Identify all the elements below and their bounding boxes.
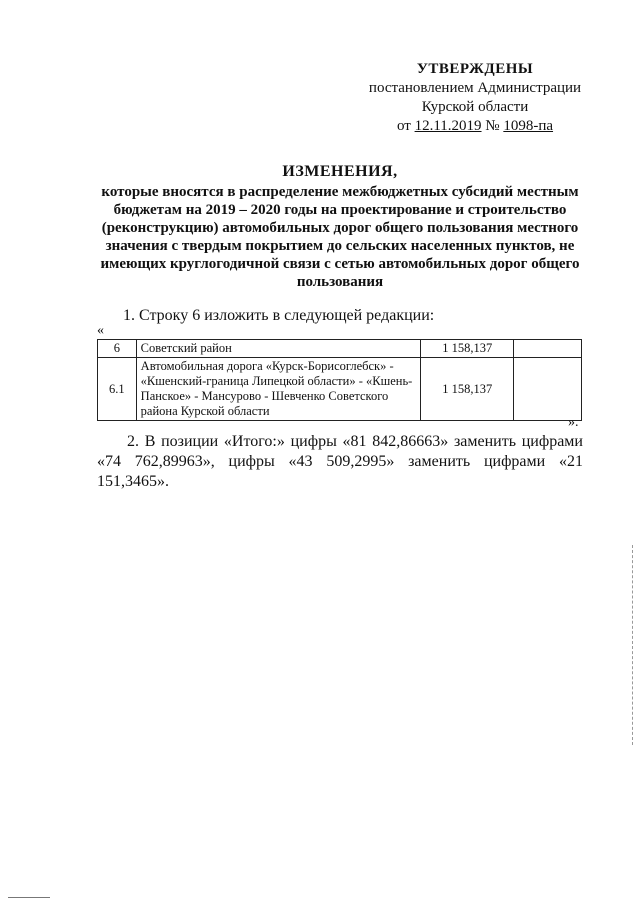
row-amount: 1 158,137 — [421, 358, 514, 421]
approval-line-1: постановлением Администрации — [368, 80, 582, 96]
document-title: ИЗМЕНЕНИЯ, — [282, 163, 398, 180]
row-name: Советский район — [136, 340, 421, 358]
open-quote: « — [97, 323, 104, 338]
approval-number: 1098-па — [503, 118, 554, 134]
row-amount: 1 158,137 — [421, 340, 514, 358]
approval-date-line — [360, 117, 590, 136]
number-sign: № — [485, 118, 500, 134]
close-quote: ». — [568, 415, 579, 430]
approval-line-2: Курской области — [421, 99, 529, 115]
row-extra — [514, 358, 582, 421]
footer-rule — [8, 897, 50, 898]
date-prefix: от — [396, 118, 411, 134]
paragraph-1: 1. Строку 6 изложить в следующей редакции: — [123, 307, 435, 324]
table-row — [98, 340, 582, 358]
row-name: Автомобильная дорога «Курск-Борисоглебск» - «Кшенский-граница Липецкой области» - «Кшень-Панское» - Мансурово - Шевченко Советского района Курской области — [136, 358, 421, 421]
row-number: 6.1 — [98, 358, 137, 421]
row-number: 6 — [98, 340, 137, 358]
table-row — [98, 358, 582, 421]
row-extra — [514, 340, 582, 358]
approval-date: 12.11.2019 — [414, 118, 482, 134]
approval-block — [360, 60, 590, 136]
amendment-table — [97, 339, 582, 421]
document-title-block — [95, 163, 585, 291]
paragraph-2: 2. В позиции «Итого:» цифры «81 842,86663» заменить цифрами «74 762,89963», цифры «43 509,2995» заменить цифрами «21 151,3465». — [97, 433, 583, 490]
document-subtitle: которые вносятся в распределение межбюджетных субсидий местным бюджетам на 2019 – 2020 годы на проектирование и строительство (реконструкцию) автомобильных дорог общего пользования местного значения с твердым покрытием до сельских населенных пунктов, не имеющих круглогодичной связи с сетью автомобильных дорог общего пользования — [100, 184, 580, 290]
approval-heading: УТВЕРЖДЕНЫ — [416, 61, 534, 77]
margin-scan-marks — [632, 545, 635, 745]
